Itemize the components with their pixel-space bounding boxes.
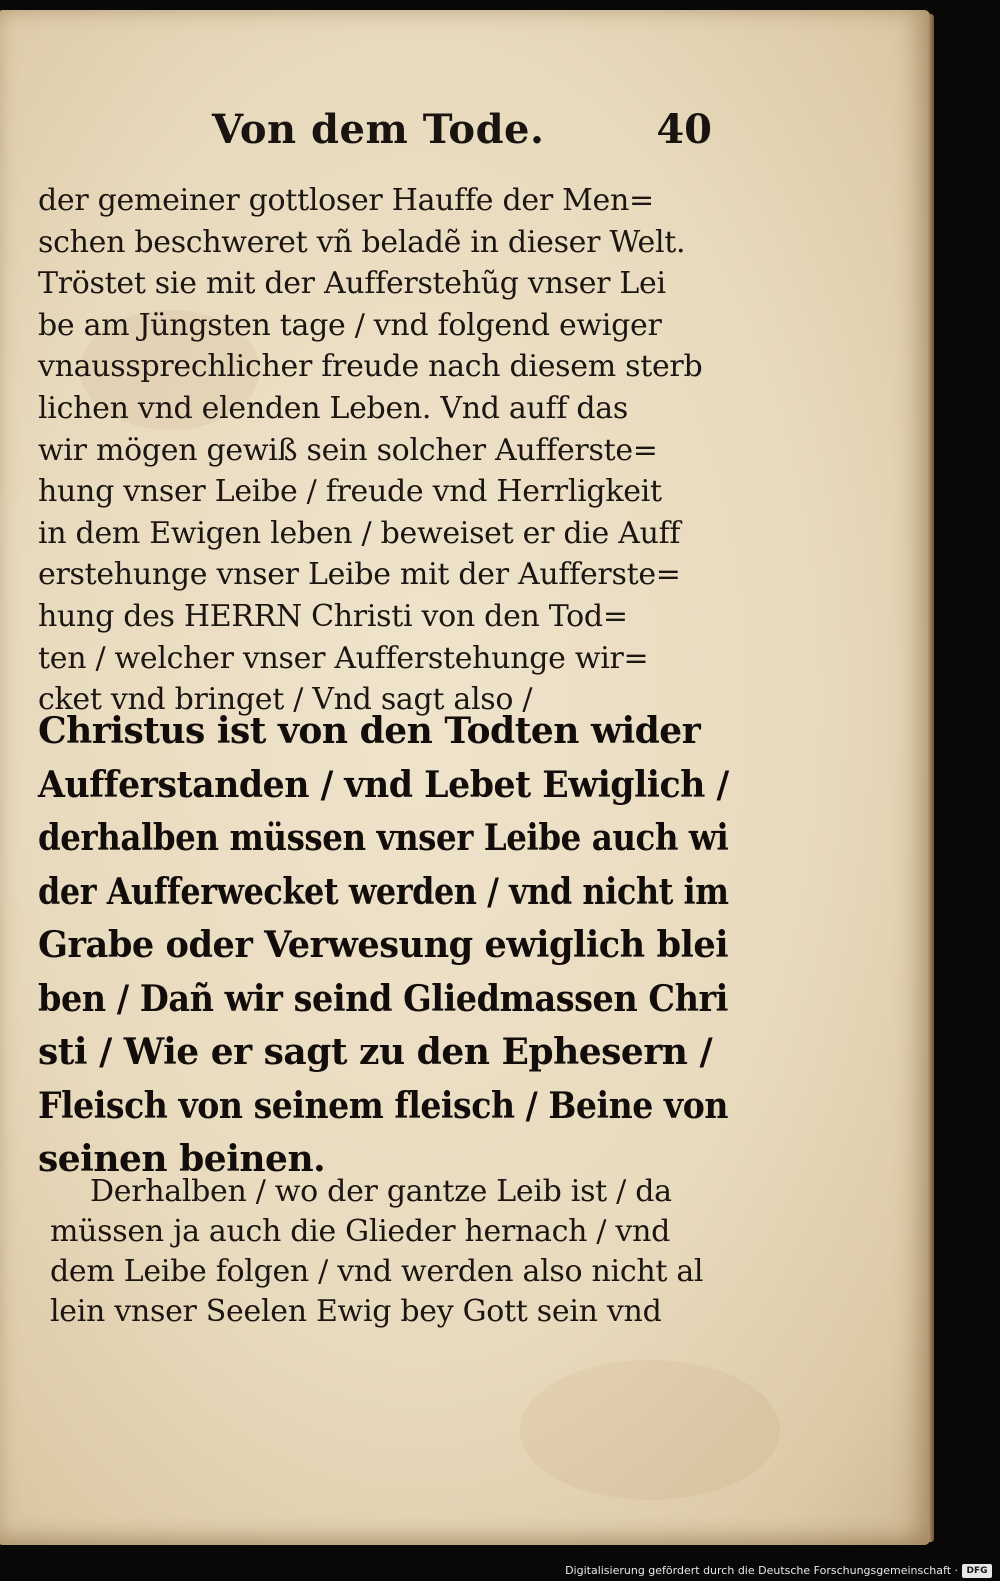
text-line: lichen vnd elenden Leben. Vnd auff das [38, 390, 628, 426]
text-line: be am Jüngsten tage / vnd folgend ewiger [38, 307, 662, 343]
quote-line: derhalben müssen vnser Leibe auch wi [38, 817, 729, 859]
text-line: wir mögen gewiß sein solcher Aufferste= [38, 432, 658, 468]
text-line: Derhalben / wo der gantze Leib ist / da [90, 1174, 672, 1209]
text-line: erstehunge vnser Leibe mit der Aufferste= [38, 557, 681, 593]
text-line: dem Leibe folgen / vnd werden also nicht al [50, 1254, 704, 1289]
text-line: müssen ja auch die Glieder hernach / vnd [50, 1214, 670, 1249]
page-header [212, 106, 712, 166]
text-line: ten / welcher vnser Aufferstehunge wir= [38, 640, 649, 676]
quote-line: der Aufferwecket werden / vnd nicht im [38, 870, 729, 913]
quote-line: Christus ist von den Todten wider [38, 710, 701, 752]
text-line: lein vnser Seelen Ewig bey Gott sein vnd [50, 1294, 662, 1329]
quote-line: ben / Dañ wir seind Gliedmassen Chri [38, 977, 728, 1020]
page-edge [928, 14, 934, 1542]
scripture-quote [38, 705, 728, 1187]
text-line: in dem Ewigen leben / beweiset er die Auff [38, 515, 681, 551]
quote-line: sti / Wie er sagt zu den Ephesern / [38, 1031, 713, 1073]
page-number: 40 [656, 106, 712, 153]
digitization-credit: Digitalisierung gefördert durch die Deutsche Forschungsgemeinschaft · [565, 1564, 958, 1577]
text-line: Tröstet sie mit der Aufferstehũg vnser Lei [38, 266, 666, 302]
running-head: Von dem Tode. [212, 106, 545, 153]
quote-line: Aufferstanden / vnd Lebet Ewiglich / [38, 763, 729, 806]
paper-stain [520, 1360, 780, 1500]
text-line: hung des HERRN Christi von den Tod= [38, 598, 628, 634]
book-page [0, 10, 930, 1545]
text-line: vnaussprechlicher freude nach diesem sterb [38, 349, 703, 385]
quote-line: Grabe oder Verwesung ewiglich blei [38, 924, 729, 966]
quote-line: Fleisch von seinem fleisch / Beine von [38, 1084, 728, 1127]
text-line: schen beschweret vñ beladẽ in dieser Welt. [38, 224, 686, 260]
text-line: der gemeiner gottloser Hauffe der Men= [38, 183, 654, 218]
quote-line: seinen beinen. [38, 1138, 326, 1180]
text-line: cket vnd bringet / Vnd sagt also / [38, 682, 533, 718]
text-line: hung vnser Leibe / freude vnd Herrligkeit [38, 474, 662, 510]
dfg-logo: DFG [962, 1564, 992, 1578]
body-text [38, 180, 728, 721]
paragraph-2 [50, 1172, 730, 1332]
